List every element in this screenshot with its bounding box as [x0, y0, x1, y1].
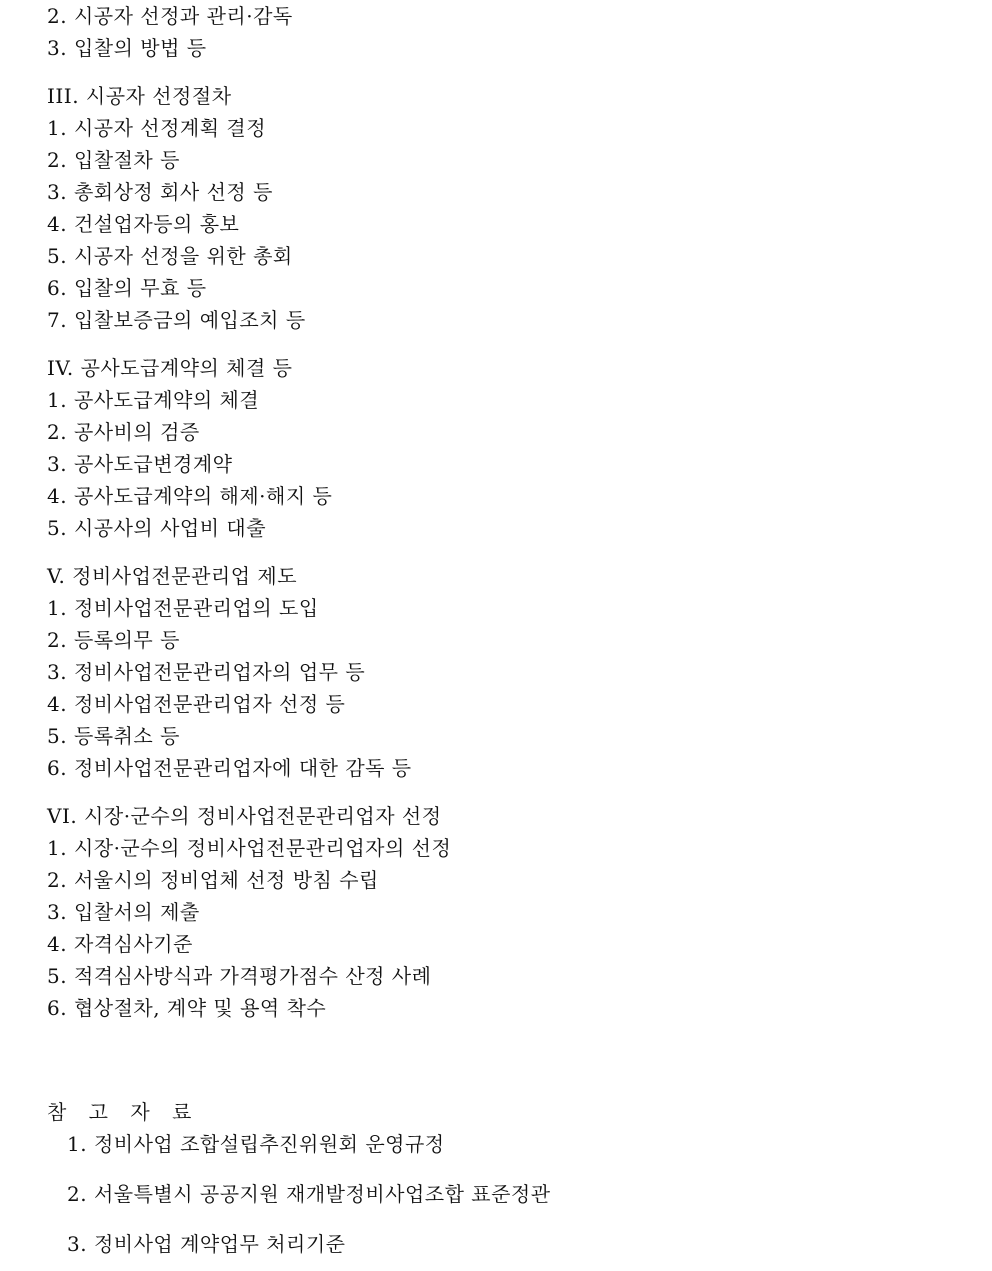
section-heading: IV. 공사도급계약의 체결 등 [47, 356, 293, 380]
list-item: 3. 입찰서의 제출 [47, 900, 200, 924]
list-item: 2. 입찰절차 등 [47, 148, 180, 172]
list-item: 4. 건설업자등의 홍보 [47, 212, 240, 236]
list-item: 5. 시공자 선정을 위한 총회 [47, 244, 293, 268]
references-title: 참 고 자 료 [47, 1100, 200, 1124]
list-item: 5. 시공사의 사업비 대출 [47, 516, 267, 540]
list-item: 3. 공사도급변경계약 [47, 452, 233, 476]
list-item: 4. 자격심사기준 [47, 932, 193, 956]
list-item: 2. 서울시의 정비업체 선정 방침 수립 [47, 868, 379, 892]
list-item: 1. 공사도급계약의 체결 [47, 388, 260, 412]
list-item: 2. 시공자 선정과 관리·감독 [47, 4, 293, 28]
list-item: 3. 입찰의 방법 등 [47, 36, 207, 60]
section-heading: VI. 시장·군수의 정비사업전문관리업자 선정 [47, 804, 442, 828]
list-item: 6. 정비사업전문관리업자에 대한 감독 등 [47, 756, 412, 780]
list-item: 3. 정비사업전문관리업자의 업무 등 [47, 660, 366, 684]
list-item: 6. 협상절차, 계약 및 용역 착수 [47, 996, 327, 1020]
list-item: 7. 입찰보증금의 예입조치 등 [47, 308, 306, 332]
reference-item: 2. 서울특별시 공공지원 재개발정비사업조합 표준정관 [67, 1182, 551, 1206]
section-3 [47, 80, 947, 336]
section-5 [47, 560, 947, 784]
section-heading: III. 시공자 선정절차 [47, 84, 232, 108]
list-item: 5. 적격심사방식과 가격평가점수 산정 사례 [47, 964, 432, 988]
continuation-list [47, 0, 947, 64]
list-item: 4. 공사도급계약의 해제·해지 등 [47, 484, 333, 508]
section-4 [47, 352, 947, 544]
document-page [47, 0, 947, 1260]
list-item: 4. 정비사업전문관리업자 선정 등 [47, 692, 346, 716]
list-item: 5. 등록취소 등 [47, 724, 180, 748]
list-item: 1. 시장·군수의 정비사업전문관리업자의 선정 [47, 836, 452, 860]
list-item: 1. 시공자 선정계획 결정 [47, 116, 267, 140]
section-6 [47, 800, 947, 1024]
reference-item: 3. 정비사업 계약업무 처리기준 [67, 1232, 346, 1256]
list-item: 3. 총회상정 회사 선정 등 [47, 180, 273, 204]
references-section [47, 1096, 947, 1260]
list-item: 2. 등록의무 등 [47, 628, 180, 652]
reference-item: 1. 정비사업 조합설립추진위원회 운영규정 [67, 1132, 445, 1156]
list-item: 6. 입찰의 무효 등 [47, 276, 207, 300]
section-heading: V. 정비사업전문관리업 제도 [47, 564, 298, 588]
list-item: 2. 공사비의 검증 [47, 420, 200, 444]
list-item: 1. 정비사업전문관리업의 도입 [47, 596, 319, 620]
